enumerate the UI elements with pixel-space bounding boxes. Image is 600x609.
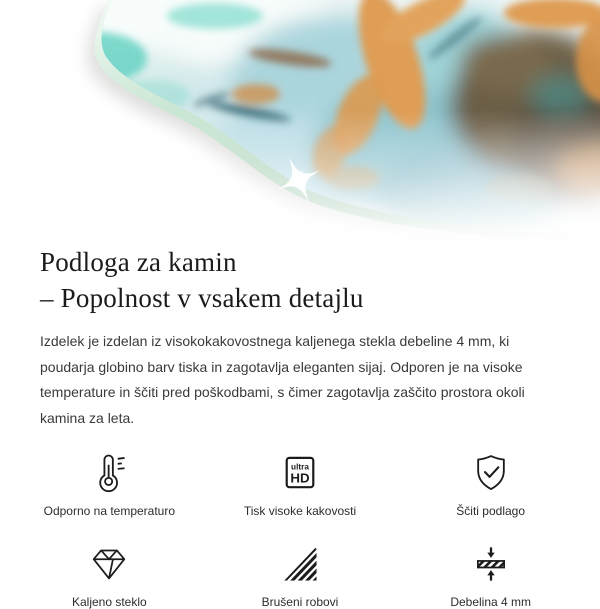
glass-pad-illustration xyxy=(0,0,600,240)
feature-label: Brušeni robovi xyxy=(262,595,339,609)
product-info-section xyxy=(0,244,600,431)
feature-temperature xyxy=(14,449,205,518)
feature-print-quality xyxy=(205,449,396,518)
feature-label: Debelina 4 mm xyxy=(450,595,531,609)
ultra-hd-icon xyxy=(278,449,322,497)
feature-beveled-edges xyxy=(205,540,396,609)
feature-label: Tisk visoke kakovosti xyxy=(244,504,356,518)
feature-grid xyxy=(14,449,586,609)
product-description: Izdelek je izdelan iz visokokakovostnega kaljenega stekla debeline 4 mm, ki poudarja globino barv tiska in zagotavlja eleganten sijaj. Odporen je na visoke temperature in ščiti pred poškodbami, s čimer zagotavlja zaščito prostora okoli kamina za leta. xyxy=(40,329,560,431)
feature-label: Ščiti podlago xyxy=(456,504,525,518)
title-line-2: – Popolnost v vsakem detajlu xyxy=(40,283,364,313)
feature-protects-surface xyxy=(395,449,586,518)
thermometer-icon xyxy=(87,449,131,497)
thickness-icon xyxy=(470,540,512,588)
product-image xyxy=(0,0,600,240)
feature-tempered-glass xyxy=(14,540,205,609)
title-line-1: Podloga za kamin xyxy=(40,247,237,277)
ultra-hd-icon-text-bottom: HD xyxy=(290,471,310,486)
shield-check-icon xyxy=(469,449,513,497)
feature-label: Kaljeno steklo xyxy=(72,595,147,609)
beveled-edges-icon xyxy=(279,540,321,588)
ultra-hd-icon-text-top: ultra xyxy=(291,462,309,471)
page-title xyxy=(40,244,560,316)
feature-label: Odporno na temperaturo xyxy=(44,504,175,518)
diamond-icon xyxy=(88,540,130,588)
feature-thickness xyxy=(395,540,586,609)
